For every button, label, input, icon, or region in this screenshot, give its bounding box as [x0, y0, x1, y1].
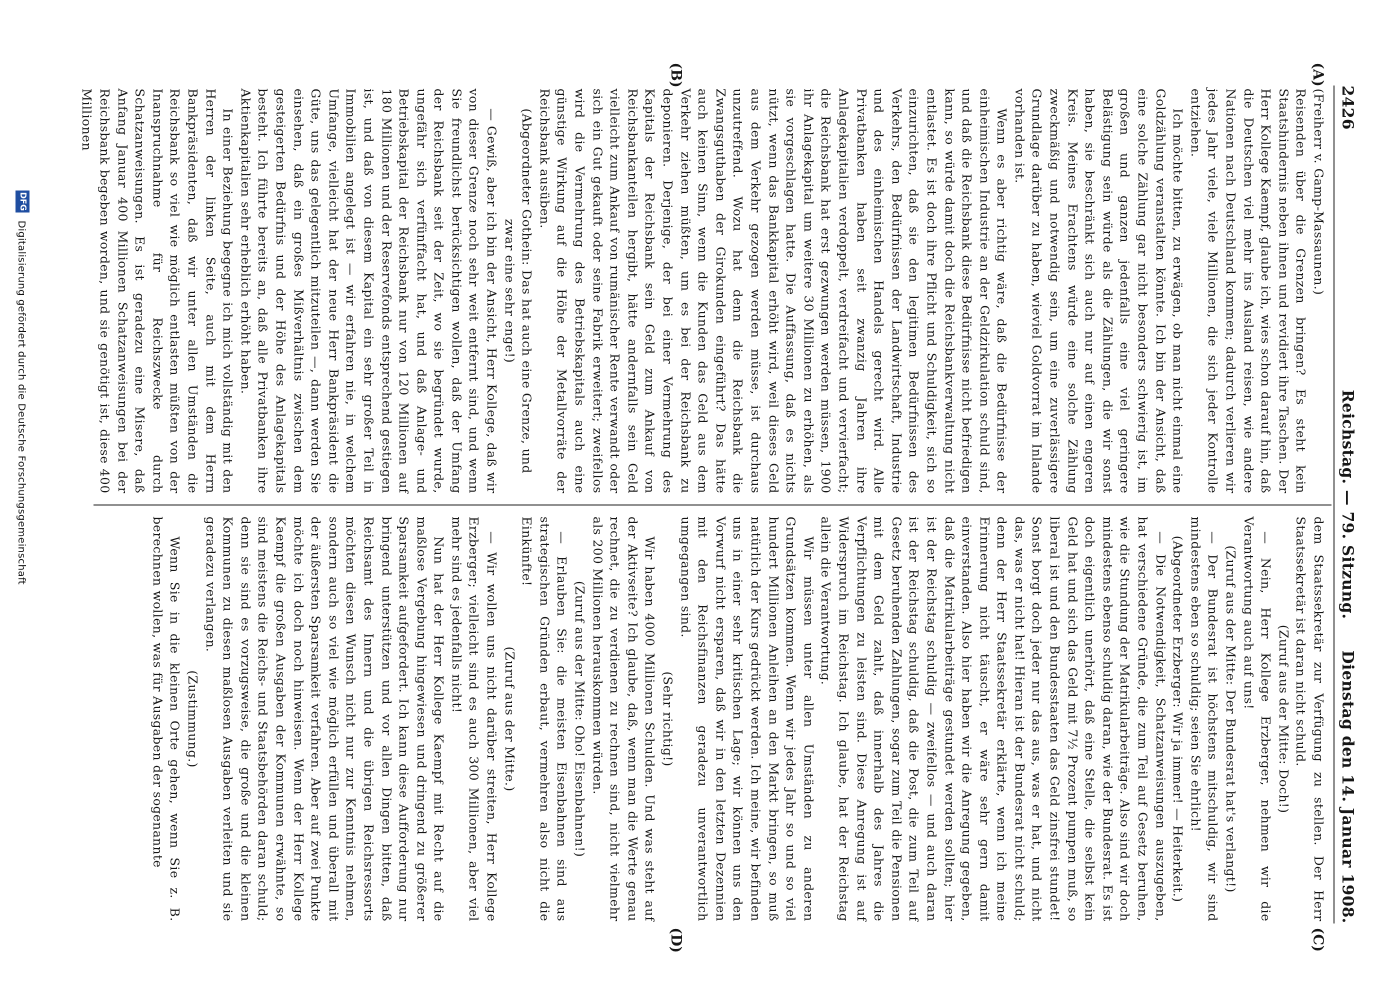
column-divider: [93, 504, 1331, 505]
paragraph: Wenn Sie in die kleinen Orte gehen, wenn Sie z. B. berechnen wollen, was für Ausgaben der sogenannte: [149, 516, 183, 921]
paragraph: — Nein, Herr Kollege Erzberger, nehmen wir die Verantwortung auch auf uns!: [1240, 516, 1274, 921]
header-title: Reichstag. — 79. Sitzung.: [1338, 389, 1357, 619]
paragraph: — Die Notwendigkeit, Schatzanweisungen auszugeben, hat verschiedene Gründe, die zum Teil auf Gesetz beruhen, wie die Stundung der Matrikularbeiträge. Also sind wir doch mindestens ebenso schuldig daran, wie der Bundesrat. Es ist doch eigentlich unerhört, daß eine Stelle, die selbst kein Geld hat und sich das Geld mit 7½ Prozent pumpen muß, so liberal ist und den Bundesstaaten das Geld zinsfrei stundet! Sonst borgt doch jeder nur das aus, was er hat, und nicht das, was er nicht hat! Hieran ist der Bundesrat nicht schuld; denn der Herr Staatssekretär erklärte, wenn ich meine Erinnerung nicht täuscht, er wäre sehr gern damit einverstanden. Also hier haben wir die Anregung gegeben, daß die Matrikularbeiträge gestundet werden sollten; hier ist der Reichstag schuldig — zweifellos — und auch daran ist der Reichstag schuldig, daß die Post, die zum Teil auf Gesetz beruhenden Zahlungen, sogar zum Teil die Pensionen mit dem Geld zahlt, daß innerhalb des Jahres die Verpflichtungen zu leisten sind. Diese Anregung ist auf Widerspruch im Reichstag. Ich glaube, hat der Reichstag allein die Verantwortung.: [818, 516, 1168, 921]
interjection: (Zuruf aus der Mitte.): [501, 645, 517, 792]
paragraph: In einer Beziehung begegne ich mich vollständig mit den Herren der linken Seite, auch mit dem Herrn Bankpräsidenten, daß wir unter allen Umständen die Reichsbank so viel wie möglich entlasten müßten von der Inanspruchnahme für Reichszwecke durch Schatzanweisungen. Es ist geradezu eine Misere, daß Anfang Januar 400 Millionen Schatzanweisungen bei der Reichsbank begeben worden, und sie genötigt ist, diese 400 Millionen: [79, 88, 236, 493]
margin-marker-d: (D): [667, 927, 683, 953]
paragraph: — Der Bundesrat ist höchstens mitschuldig, wir sind mindestens eben so schuldig; seien Sie ehrlich!: [1187, 516, 1221, 921]
right-column: [148, 516, 1327, 921]
header-rule: [1333, 85, 1334, 923]
margin-marker-a: (A): [1309, 62, 1325, 87]
interjection: (Zuruf aus der Mitte: Doch!): [1275, 624, 1291, 813]
margin-marker-b: (B): [667, 62, 683, 88]
paragraph: — Gewiß, aber ich bin der Ansicht, Herr Kollege, daß wir von dieser Grenze noch sehr weit entfernt sind, und wenn Sie freundlichst berücksichtigen wollen, daß der Umfang der Reichsbank seit der Zeit, wo sie begründet wurde, ungefähr sich verfünffacht hat, und daß Anlage- und Betriebskapital der Reichsbank nur von 120 Millionen auf 180 Millionen und der Reservefonds entsprechend gestiegen ist, und daß von diesem Kapital ein sehr großer Teil in Immobilien angelegt ist — wir erfahren nie, in welchem Umfange, vielleicht hat der neue Herr Bankpräsident die Güte, uns das gelegentlich mitzuteilen —, dann werden Sie einsehen, daß ein großes Mißverhältnis zwischen dem gesteigerten Bedürfnis und der Höhe des Anlagekapitals besteht. Ich führte bereits an, daß alle Privatbanken ihre Aktienkapitalien sehr erheblich erhöht haben.: [237, 88, 500, 493]
paragraph: — Wir wollen uns nicht darüber streiten, Herr Kollege Erzberger; vielleicht sind es auch 300 Millionen, aber viel mehr sind es jedenfalls nicht!: [448, 516, 500, 921]
paragraph: Ich möchte bitten, zu erwägen, ob man nicht einmal eine Goldzählung veranstalten könnte. Ich bin der Ansicht, daß eine solche Zählung gar nicht besonders schwierig ist, im großen und ganzen jedenfalls eine viel geringere Belästigung sein würde als die Zählungen, die wir sonst haben, sie beschränkt sich auch nur auf einen engeren Kreis. Meines Erachtens würde eine solche Zählung zweckmäßig und notwendig sein, um eine zuverlässigere Grundlage darüber zu haben, wieviel Goldvorrat im Inlande vorhanden ist.: [1011, 88, 1186, 493]
interjection: (Sehr richtig!): [660, 670, 676, 767]
paragraph: — Erlauben Sie: die meisten Eisenbahnen sind aus strategischen Gründen erbaut, vermehren also nicht die Einkünfte!: [519, 516, 570, 921]
speaker-name: (Freiherr v. Gamp-Massaunen.): [1311, 88, 1326, 295]
header-date: Dienstag den 14. Januar 1908.: [1338, 649, 1357, 923]
paragraph: Wenn es aber richtig wäre, daß die Bedürfnisse der einheimischen Industrie an der Geldzirkulation schuld sind, und daß die Reichsbank diese Bedürfnisse nicht befriedigen kann, so würde damit doch die Reichsbankverwaltung nicht entlastet. Es ist doch ihre Pflicht und Schuldigkeit, sich so einzurichten, daß sie den legitimen Bedürfnissen des Verkehrs, den Bedürfnissen der Landwirtschaft, Industrie und des einheimischen Handels gerecht wird. Alle Privatbanken haben seit zwanzig Jahren ihre Anlagekapitalien verdoppelt, verdreifacht und vervierfacht; die Reichsbank hat erst gezwungen werden müssen, 1900 ihr Anlagekapital um weitere 30 Millionen zu erhöhen, als sie vorgeschlagen hatte. Die Auffassung, daß es nichts nützt, wenn das Bankkapital erhöht wird, weil dieses Geld aus dem Verkehr gezogen werden müsse, ist durchaus unzutreffend. Wozu hat denn die Reichsbank die Zwangsguthaben der Girokunden eingeführt? Das hätte auch keinen Sinn, wenn die Kunden das Geld aus dem Verkehr ziehen müßten, um es bei der Reichsbank zu deponieren. Derjenige, der bei einer Vermehrung des Kapitals der Reichsbank sein Geld zum Ankauf von Reichsbankanteilen hergibt, hätte andernfalls sein Geld vielleicht zum Ankauf von rumänischer Rente verwandt oder sich ein Gut gekauft oder seine Fabrik erweitert; zweifellos wird die Vermehrung des Betriebskapitals auch eine günstige Wirkung auf die Höhe der Metallvorräte der Reichsbank ausüben.: [536, 88, 1010, 493]
digitization-footer: Digitalisierung gefördert durch die Deutsche Forschungsgemeinschaft: [15, 220, 26, 585]
dfg-logo: DFG: [15, 190, 29, 212]
interjection: (Abgeordneter Gothein: Das hat auch eine Grenze, und zwar eine sehr enge!): [501, 107, 535, 474]
interjection: (Zustimmung.): [185, 669, 200, 768]
paragraph: dem Staatssekretär zur Verfügung zu stellen. Der Herr Staatssekretär ist daran nicht schuld.: [1293, 516, 1326, 921]
margin-marker-c: (C): [1309, 927, 1325, 952]
interjection: (Zuruf aus der Mitte: Der Bundesrat hat's verlangt!): [1223, 544, 1239, 893]
left-column: [78, 88, 1327, 493]
paragraph: Wir müssen unter allen Umständen zu anderen Grundsätzen kommen. Wenn wir jedes Jahr so und so viel hundert Millionen Anleihen an den Markt bringen, so muß natürlich der Kurs gedrückt werden. Ich meine, wir befinden uns in einer sehr kritischen Lage; wir können uns den Vorwurf nicht ersparen, daß wir in den letzten Dezennien mit den Reichsfinanzen geradezu unverantwortlich umgegangen sind.: [677, 516, 816, 921]
paragraph: Wir haben 4000 Millionen Schulden. Und was steht auf der Aktivseite? Ich glaube, daß, wenn man die Werte genau rechnet, die zu verdienen zu rechnen sind, nicht vielmehr als 200 Millionen herauskommen würden.: [589, 516, 658, 921]
interjection: (Abgeordneter Erzberger: Wir ja immer! — Heiterkeit.): [1170, 535, 1186, 902]
interjection: (Zuruf aus der Mitte: Oho! Eisenbahnen!): [572, 580, 588, 857]
paragraph: Nun hat der Herr Kollege Kaempf mit Recht auf die maßlose Vergebung hingewiesen und dringend zu größerer Sparsamkeit aufgefordert. Ich kann diese Aufforderung nur bringend unterstützen und vor allen Dingen bitten, daß Reichsamt des Innern und die übrigen Reichsressorts möchten diesen Wunsch nicht nur zur Kenntnis nehmen, sondern auch so viel wie möglich erfüllen und überall mit der äußersten Sparsamkeit verfahren. Aber auf zwei Punkte möchte ich doch noch hinweisen. Wenn der Herr Kollege Kaempf die großen Ausgaben der Kommunen erwähnte, so sind meistens die Reichs- und Staatsbehörden daran schuld; denn sie sind es vorzugsweise, die große und die kleinen Kommunen zu diesen maßlosen Ausgaben verleiten und sie geradezu verlangen.: [202, 516, 447, 921]
page-header: [1335, 85, 1357, 923]
page-number: 2426: [1338, 85, 1357, 130]
paragraph: Reisenden über die Grenzen bringen? Es steht kein Staatshindernis neben ihnen und revidiert ihre Taschen. Der Herr Kollege Kaempf, glaube ich, wies schon darauf hin, daß die Deutschen viel mehr ins Ausland reisen, wie andere Nationen nach Deutschland kommen; dadurch verlieren wir jedes Jahr viele, viele Millionen, die sich jeder Kontrolle entziehen.: [1187, 88, 1309, 493]
